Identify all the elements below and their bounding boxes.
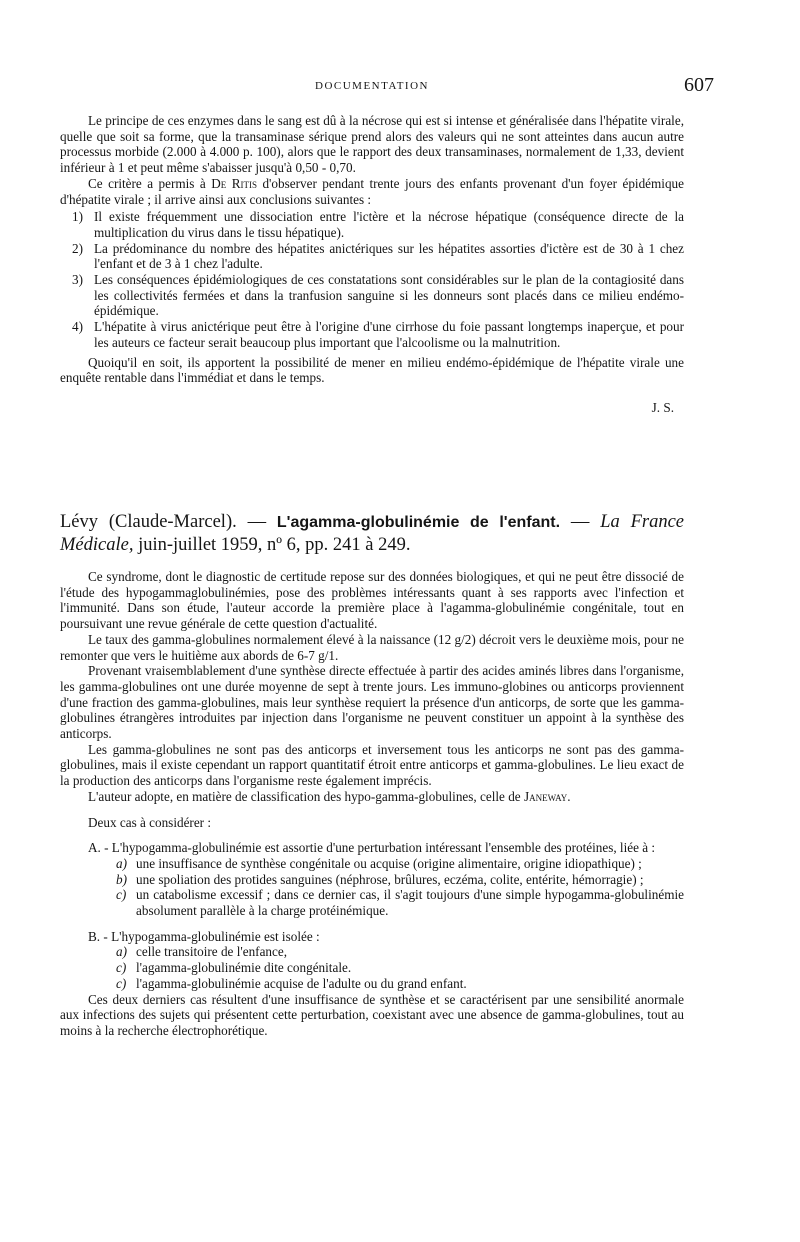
item-text: La prédominance du nombre des hépatites anictériques sur les hépatites assorties d'ictère est de 30 à 1 chez l'enfant et de 3 à 1 chez l'adulte. <box>94 240 684 272</box>
author-name: De Ritis <box>211 175 257 191</box>
list-item <box>60 241 684 272</box>
list-item <box>60 209 684 240</box>
article-review-section <box>60 569 684 1039</box>
list-item <box>60 960 684 976</box>
dash: — <box>570 512 590 532</box>
list-item <box>60 856 684 872</box>
item-label: c) <box>116 975 127 991</box>
article-title: L'agamma-globulinémie de l'enfant. <box>276 514 561 531</box>
paragraph: Ces deux derniers cas résultent d'une insuffisance de synthèse et se caractérisent par une sensibilité anormale aux infections des sujets qui présentent cette perturbation, coexistant avec une absence de gamma-globulines, tout au moins à la recherche électrophorétique. <box>60 991 684 1038</box>
page-number: 607 <box>684 74 714 96</box>
item-number: 3) <box>72 272 83 288</box>
paragraph <box>60 789 684 805</box>
paragraph <box>60 176 684 207</box>
list-item <box>60 872 684 888</box>
citation-details: juin-juillet 1959, nº 6, pp. 241 à 249. <box>138 535 411 555</box>
case-b-intro: B. - L'hypogamma-globulinémie est isolée : <box>88 928 320 944</box>
list-item <box>60 887 684 918</box>
list-item <box>60 944 684 960</box>
item-text: l'agamma-globulinémie dite congénitale. <box>136 960 352 976</box>
spacer <box>60 830 684 840</box>
text-run: L'auteur adopte, en matière de classification des hypo-gamma-globulines, celle de <box>88 788 524 804</box>
running-head <box>60 74 714 96</box>
author-name: Janeway. <box>523 788 571 804</box>
text-run: d'observer pendant trente jours des enfants provenant d'un foyer épidémique d'hépatite virale ; il arrive ainsi aux conclusions suivantes : <box>60 175 684 207</box>
paragraph: Les gamma-globulines ne sont pas des anticorps et inversement tous les anticorps ne sont pas des gamma-globulines, mais il existe cependant un rapport quantitatif étroit entre anticorps et gamma-globulines. Le lieu exact de la production des anticorps dans l'organisme reste également imprécis. <box>60 741 684 789</box>
paragraph: Ce syndrome, dont le diagnostic de certitude repose sur des données biologiques, et qui ne peut être dissocié de l'étude des hypogammaglobulinémies, pose des problèmes intéressants quant à ses rapports avec l'infection et l'immunité. Dans son étude, l'auteur accorde la première place à l'agamma-globulinémie congénitale, tout en poursuivant une revue générale de cette question d'actualité. <box>60 569 684 632</box>
item-text: un catabolisme excessif ; dans ce dernier cas, il s'agit toujours d'une simple hypogamma-globulinémie absolument parallèle à la charge protéinémique. <box>136 887 684 919</box>
reviewer-signature: J. S. <box>651 399 674 415</box>
list-item <box>60 272 684 319</box>
running-head-title: DOCUMENTATION <box>315 80 429 92</box>
item-text: une insuffisance de synthèse congénitale ou acquise (origine alimentaire, origine idiopathique) ; <box>136 855 642 871</box>
item-text: Il existe fréquemment une dissociation entre l'ictère et la nécrose hépatique (conséquence directe de la multiplication du virus dans le tissu hépatique). <box>94 209 684 240</box>
item-number: 1) <box>72 209 83 225</box>
paragraph: Le principe de ces enzymes dans le sang est dû à la nécrose qui est si intense et généralisée dans l'hépatite virale, quelle que soit sa forme, que la transaminase sérique prend alors des valeurs qui ne sont atteintes dans aucun autre processus morbide (2.000 à 4.000 p. 100), alors que le rapport des deux transaminases, normalement de 1,33, devient inférieur à 1 et peut même s'abaisser jusqu'à 0,50 - 0,70. <box>60 113 684 176</box>
case-a-intro: A. - L'hypogamma-globulinémie est assortie d'une perturbation intéressant l'ensemble des protéines, liée à : <box>88 840 656 856</box>
item-label: a) <box>116 855 127 871</box>
paragraph: Provenant vraisemblablement d'une synthèse directe effectuée à partir des acides aminés libres dans l'organisme, les gamma-globulines ont une durée moyenne de sept à trente jours. Les immuno-globines ou anticorps proviennent d'une fraction des gamma-globulines, mais leur synthèse requiert la présence d'un anticorps, de sorte que les gamma-globulines étrangères introduites par injection dans l'organisme ne peuvent constituer un appoint à la synthèse des anticorps. <box>60 663 684 742</box>
paragraph: Le taux des gamma-globulines normalement élevé à la naissance (12 g/2) décroit vers le deuxième mois, pour ne remonter que vers le huitième aux abords de 6-7 g/1. <box>60 631 684 663</box>
list-item <box>60 976 684 992</box>
item-text: Les conséquences épidémiologiques de ces constatations sont considérables sur le plan de la contagiosité dans les collectivités fermées et dans la tranfusion sanguine si les donneurs sont placés dans ce milieu endémo-épidémique. <box>94 272 684 319</box>
item-number: 4) <box>72 319 83 335</box>
item-label: c) <box>116 887 127 903</box>
journal-name: La France Médicale, <box>60 512 685 555</box>
previous-review-section <box>60 113 684 416</box>
dash: — <box>247 512 267 532</box>
text-run: Ce critère a permis à <box>88 175 212 191</box>
case-a-list <box>60 856 684 919</box>
item-text: celle transitoire de l'enfance, <box>136 944 288 960</box>
item-label: b) <box>116 871 127 887</box>
list-item <box>60 319 684 350</box>
case-b-list <box>60 944 684 991</box>
item-label: c) <box>116 960 127 976</box>
item-text: une spoliation des protides sanguines (néphrose, brûlures, eczéma, colite, entérite, hémorragie) ; <box>136 871 644 887</box>
spacer <box>60 805 684 815</box>
item-text: L'hépatite à virus anictérique peut être à l'origine d'une cirrhose du foie passant longtemps inaperçue, et pour les auteurs ce facteur serait beaucoup plus important que l'alcoolisme ou la malnutrition. <box>94 319 684 350</box>
paragraph: Quoiqu'il en soit, ils apportent la possibilité de mener en milieu endémo-épidémique de l'hépatite virale une enquête rentable dans l'immédiat et dans le temps. <box>60 354 684 386</box>
article-author: Lévy (Claude-Marcel). <box>60 512 237 532</box>
item-label: a) <box>116 944 127 960</box>
spacer <box>60 919 684 929</box>
item-number: 2) <box>72 240 83 256</box>
article-heading <box>60 511 684 557</box>
item-text: l'agamma-globulinémie acquise de l'adulte ou du grand enfant. <box>136 975 467 991</box>
conclusions-list <box>60 209 684 350</box>
paragraph: Deux cas à considérer : <box>88 814 212 830</box>
